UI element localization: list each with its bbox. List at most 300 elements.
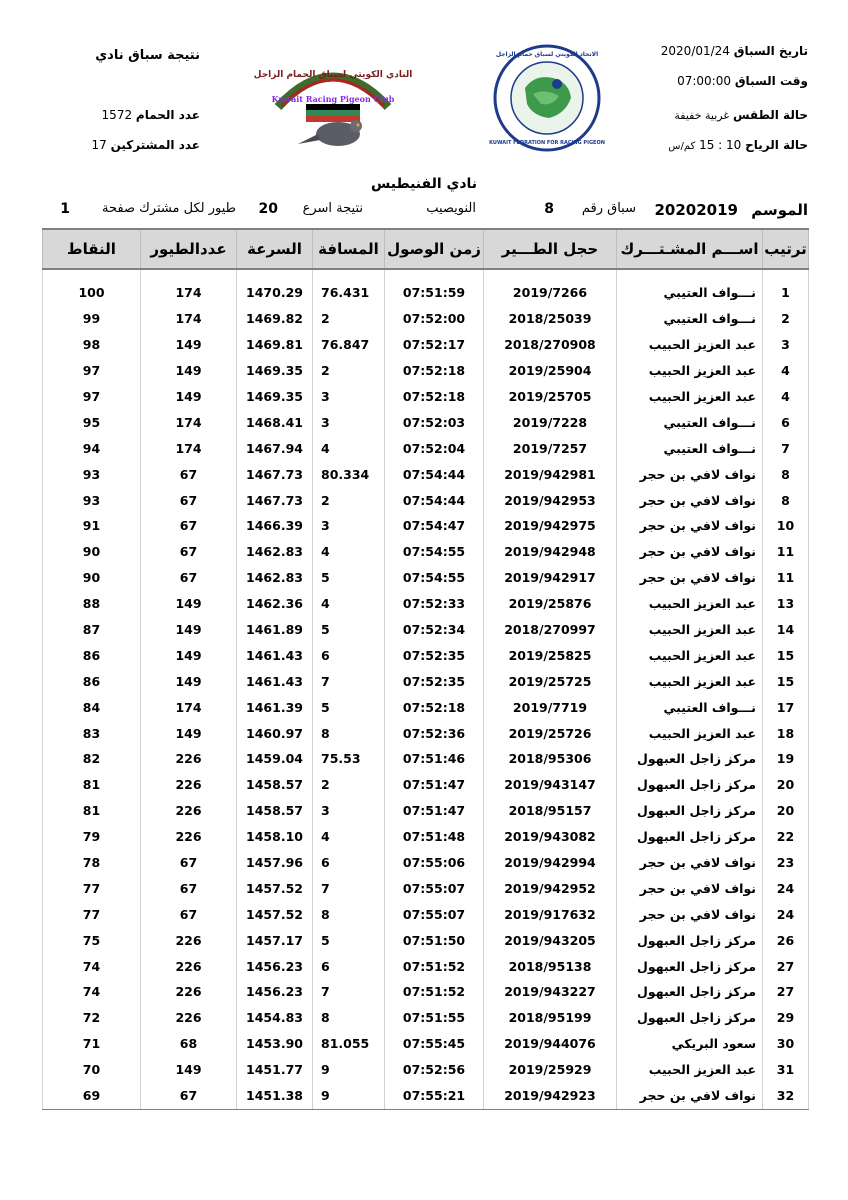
club-logo	[253, 52, 413, 157]
cell-arrival: 07:52:35	[385, 642, 484, 668]
cell-birds: 149	[141, 617, 237, 643]
cell-arrival: 07:55:07	[385, 901, 484, 927]
cell-points: 71	[43, 1031, 141, 1057]
cell-ring: 2019/25876	[484, 591, 617, 617]
cell-rank: 27	[763, 953, 809, 979]
cell-speed: 1467.94	[237, 435, 313, 461]
cell-arrival: 07:55:06	[385, 850, 484, 876]
cell-speed: 1469.82	[237, 306, 313, 332]
cell-distance: 6	[313, 642, 385, 668]
table-row	[43, 668, 809, 694]
cell-participant: نواف لافي بن حجر	[617, 1083, 763, 1109]
cell-points: 93	[43, 461, 141, 487]
cell-participant: نـــواف العتيبي	[617, 306, 763, 332]
cell-participant: مركز زاجل العبهول	[617, 746, 763, 772]
club-logo-english: Kuwait Racing Pigeon Club	[271, 94, 395, 104]
cell-participant: مركز زاجل العبهول	[617, 772, 763, 798]
cell-rank: 15	[763, 668, 809, 694]
cell-participant: نواف لافي بن حجر	[617, 875, 763, 901]
cell-ring: 2019/25825	[484, 642, 617, 668]
cell-arrival: 07:52:36	[385, 720, 484, 746]
cell-ring: 2019/25904	[484, 358, 617, 384]
cell-speed: 1451.38	[237, 1083, 313, 1109]
cell-participant: عبد العزيز الحبيب	[617, 617, 763, 643]
cell-birds: 67	[141, 850, 237, 876]
cell-arrival: 07:52:03	[385, 409, 484, 435]
cell-distance: 80.334	[313, 461, 385, 487]
cell-birds: 226	[141, 824, 237, 850]
cell-distance: 2	[313, 487, 385, 513]
race-time-label: وقت السباق	[734, 74, 808, 88]
table-row	[43, 409, 809, 435]
cell-ring: 2019/942948	[484, 539, 617, 565]
pigeons-label: عدد الحمام	[135, 108, 200, 122]
club-name: نادي الفنيطيس	[370, 176, 478, 192]
cell-arrival: 07:51:46	[385, 746, 484, 772]
cell-rank: 14	[763, 617, 809, 643]
cell-ring: 2019/25725	[484, 668, 617, 694]
table-row	[43, 824, 809, 850]
cell-ring: 2019/942953	[484, 487, 617, 513]
cell-participant: مركز زاجل العبهول	[617, 953, 763, 979]
cell-ring: 2019/943205	[484, 927, 617, 953]
cell-arrival: 07:52:18	[385, 384, 484, 410]
cell-arrival: 07:51:47	[385, 798, 484, 824]
table-row	[43, 384, 809, 410]
col-rank: ترتيب	[763, 229, 809, 269]
cell-rank: 22	[763, 824, 809, 850]
cell-arrival: 07:52:00	[385, 306, 484, 332]
table-row	[43, 617, 809, 643]
table-row	[43, 280, 809, 306]
cell-birds: 149	[141, 358, 237, 384]
cell-birds: 226	[141, 979, 237, 1005]
cell-speed: 1467.73	[237, 461, 313, 487]
cell-points: 70	[43, 1057, 141, 1083]
cell-speed: 1469.35	[237, 358, 313, 384]
cell-speed: 1466.39	[237, 513, 313, 539]
cell-points: 83	[43, 720, 141, 746]
cell-arrival: 07:52:18	[385, 694, 484, 720]
cell-birds: 226	[141, 798, 237, 824]
col-birds: عددالطيور	[141, 229, 237, 269]
cell-participant: نواف لافي بن حجر	[617, 901, 763, 927]
cell-ring: 2019/943082	[484, 824, 617, 850]
cell-ring: 2019/25726	[484, 720, 617, 746]
table-row	[43, 565, 809, 591]
cell-rank: 15	[763, 642, 809, 668]
wind-label: حالة الرياح	[745, 138, 808, 152]
cell-birds: 67	[141, 539, 237, 565]
cell-points: 72	[43, 1005, 141, 1031]
cell-points: 81	[43, 772, 141, 798]
table-row	[43, 720, 809, 746]
cell-points: 74	[43, 953, 141, 979]
cell-distance: 2	[313, 306, 385, 332]
table-row	[43, 694, 809, 720]
cell-points: 84	[43, 694, 141, 720]
cell-distance: 9	[313, 1083, 385, 1109]
cell-rank: 32	[763, 1083, 809, 1109]
cell-speed: 1454.83	[237, 1005, 313, 1031]
cell-participant: نواف لافي بن حجر	[617, 565, 763, 591]
cell-rank: 8	[763, 487, 809, 513]
cell-speed: 1456.23	[237, 979, 313, 1005]
table-row	[43, 1031, 809, 1057]
cell-rank: 20	[763, 798, 809, 824]
cell-distance: 4	[313, 539, 385, 565]
cell-speed: 1457.52	[237, 875, 313, 901]
cell-arrival: 07:51:52	[385, 979, 484, 1005]
seal-arabic-text: الاتحاد الكويتي لسباق حمام الزاجل	[495, 51, 599, 58]
table-row	[43, 306, 809, 332]
cell-points: 91	[43, 513, 141, 539]
cell-distance: 8	[313, 901, 385, 927]
cell-speed: 1460.97	[237, 720, 313, 746]
table-row	[43, 875, 809, 901]
cell-arrival: 07:52:56	[385, 1057, 484, 1083]
cell-speed: 1461.89	[237, 617, 313, 643]
cell-birds: 68	[141, 1031, 237, 1057]
cell-participant: مركز زاجل العبهول	[617, 927, 763, 953]
cell-participant: سعود البريكي	[617, 1031, 763, 1057]
cell-arrival: 07:55:21	[385, 1083, 484, 1109]
cell-rank: 3	[763, 332, 809, 358]
table-row	[43, 953, 809, 979]
table-row	[43, 1083, 809, 1109]
cell-points: 78	[43, 850, 141, 876]
cell-points: 77	[43, 901, 141, 927]
cell-birds: 149	[141, 642, 237, 668]
results-table	[42, 228, 809, 1110]
table-row	[43, 332, 809, 358]
cell-birds: 174	[141, 306, 237, 332]
cell-rank: 17	[763, 694, 809, 720]
cell-distance: 8	[313, 1005, 385, 1031]
cell-arrival: 07:51:52	[385, 953, 484, 979]
cell-birds: 67	[141, 461, 237, 487]
cell-distance: 4	[313, 824, 385, 850]
cell-participant: مركز زاجل العبهول	[617, 824, 763, 850]
cell-participant: عبد العزيز الحبيب	[617, 1057, 763, 1083]
cell-speed: 1461.43	[237, 642, 313, 668]
cell-points: 98	[43, 332, 141, 358]
cell-arrival: 07:51:50	[385, 927, 484, 953]
cell-arrival: 07:51:59	[385, 280, 484, 306]
cell-distance: 7	[313, 668, 385, 694]
cell-speed: 1468.41	[237, 409, 313, 435]
cell-arrival: 07:54:55	[385, 565, 484, 591]
cell-speed: 1461.43	[237, 668, 313, 694]
cell-participant: نواف لافي بن حجر	[617, 461, 763, 487]
cell-rank: 29	[763, 1005, 809, 1031]
cell-ring: 2018/95199	[484, 1005, 617, 1031]
cell-distance: 5	[313, 617, 385, 643]
federation-seal-logo	[489, 44, 605, 152]
cell-arrival: 07:51:47	[385, 772, 484, 798]
cell-rank: 26	[763, 927, 809, 953]
cell-ring: 2019/7719	[484, 694, 617, 720]
cell-participant: نـــواف العتيبي	[617, 409, 763, 435]
cell-birds: 149	[141, 384, 237, 410]
cell-arrival: 07:52:35	[385, 668, 484, 694]
race-date-label: تاريخ السباق	[733, 44, 808, 58]
race-number-value: 8	[544, 201, 554, 217]
cell-birds: 67	[141, 487, 237, 513]
table-header-row	[43, 229, 809, 269]
cell-distance: 3	[313, 409, 385, 435]
cell-speed: 1470.29	[237, 280, 313, 306]
cell-ring: 2018/95138	[484, 953, 617, 979]
cell-participant: نواف لافي بن حجر	[617, 539, 763, 565]
cell-ring: 2018/95157	[484, 798, 617, 824]
season-value: 20202019	[654, 201, 738, 219]
table-row	[43, 1057, 809, 1083]
cell-rank: 19	[763, 746, 809, 772]
cell-birds: 226	[141, 746, 237, 772]
table-row	[43, 850, 809, 876]
page-number: 1	[60, 201, 70, 217]
seal-english-text: KUWAIT FEDRATION FOR RACING PIGEON	[489, 140, 605, 146]
cell-points: 97	[43, 384, 141, 410]
cell-birds: 174	[141, 694, 237, 720]
cell-participant: عبد العزيز الحبيب	[617, 332, 763, 358]
cell-speed: 1457.17	[237, 927, 313, 953]
cell-participant: مركز زاجل العبهول	[617, 979, 763, 1005]
col-points: النقاط	[43, 229, 141, 269]
cell-participant: عبد العزيز الحبيب	[617, 384, 763, 410]
cell-arrival: 07:52:18	[385, 358, 484, 384]
cell-distance: 3	[313, 513, 385, 539]
cell-points: 88	[43, 591, 141, 617]
cell-distance: 5	[313, 694, 385, 720]
cell-participant: عبد العزيز الحبيب	[617, 668, 763, 694]
cell-ring: 2018/25039	[484, 306, 617, 332]
cell-birds: 149	[141, 720, 237, 746]
cell-participant: مركز زاجل العبهول	[617, 1005, 763, 1031]
cell-rank: 11	[763, 565, 809, 591]
cell-speed: 1457.96	[237, 850, 313, 876]
cell-distance: 9	[313, 1057, 385, 1083]
cell-ring: 2019/25929	[484, 1057, 617, 1083]
cell-arrival: 07:51:48	[385, 824, 484, 850]
race-info-line	[42, 201, 808, 225]
table-row	[43, 358, 809, 384]
cell-distance: 7	[313, 875, 385, 901]
cell-birds: 67	[141, 1083, 237, 1109]
cell-speed: 1469.35	[237, 384, 313, 410]
cell-speed: 1461.39	[237, 694, 313, 720]
cell-speed: 1469.81	[237, 332, 313, 358]
cell-birds: 226	[141, 1005, 237, 1031]
race-location: النويصيب	[426, 201, 476, 216]
cell-participant: نواف لافي بن حجر	[617, 513, 763, 539]
cell-rank: 11	[763, 539, 809, 565]
cell-rank: 10	[763, 513, 809, 539]
cell-distance: 4	[313, 591, 385, 617]
per-participant-label: طيور لكل مشترك صفحة	[102, 201, 236, 216]
cell-distance: 76.847	[313, 332, 385, 358]
cell-points: 81	[43, 798, 141, 824]
table-row	[43, 979, 809, 1005]
cell-participant: عبد العزيز الحبيب	[617, 591, 763, 617]
table-row	[43, 798, 809, 824]
cell-ring: 2019/942994	[484, 850, 617, 876]
cell-participant: مركز زاجل العبهول	[617, 798, 763, 824]
cell-arrival: 07:55:07	[385, 875, 484, 901]
cell-points: 86	[43, 668, 141, 694]
cell-participant: نـــواف العتيبي	[617, 694, 763, 720]
cell-distance: 7	[313, 979, 385, 1005]
cell-participant: نواف لافي بن حجر	[617, 850, 763, 876]
cell-rank: 23	[763, 850, 809, 876]
cell-arrival: 07:54:44	[385, 487, 484, 513]
participants-count	[60, 138, 200, 152]
cell-ring: 2019/944076	[484, 1031, 617, 1057]
wind	[668, 138, 808, 152]
cell-points: 90	[43, 565, 141, 591]
cell-ring: 2019/917632	[484, 901, 617, 927]
cell-points: 95	[43, 409, 141, 435]
table-row	[43, 746, 809, 772]
cell-ring: 2018/95306	[484, 746, 617, 772]
cell-arrival: 07:52:33	[385, 591, 484, 617]
cell-ring: 2019/943227	[484, 979, 617, 1005]
wind-unit: كم/س	[668, 141, 696, 152]
cell-arrival: 07:54:55	[385, 539, 484, 565]
table-row	[43, 642, 809, 668]
cell-rank: 4	[763, 384, 809, 410]
pigeons-value: 1572	[101, 108, 133, 122]
cell-points: 86	[43, 642, 141, 668]
cell-speed: 1451.77	[237, 1057, 313, 1083]
cell-ring: 2019/942917	[484, 565, 617, 591]
cell-points: 99	[43, 306, 141, 332]
cell-points: 94	[43, 435, 141, 461]
season-label: الموسم	[751, 201, 808, 219]
cell-participant: عبد العزيز الحبيب	[617, 358, 763, 384]
cell-distance: 81.055	[313, 1031, 385, 1057]
cell-speed: 1459.04	[237, 746, 313, 772]
cell-distance: 75.53	[313, 746, 385, 772]
cell-points: 79	[43, 824, 141, 850]
cell-ring: 2019/943147	[484, 772, 617, 798]
cell-ring: 2018/270997	[484, 617, 617, 643]
weather-value: غربية خفيفة	[674, 109, 730, 122]
race-date	[661, 44, 808, 58]
cell-distance: 4	[313, 435, 385, 461]
table-row	[43, 927, 809, 953]
cell-birds: 174	[141, 409, 237, 435]
cell-rank: 6	[763, 409, 809, 435]
participants-value: 17	[91, 138, 107, 152]
cell-ring: 2019/942975	[484, 513, 617, 539]
cell-distance: 5	[313, 565, 385, 591]
cell-speed: 1457.52	[237, 901, 313, 927]
cell-arrival: 07:52:34	[385, 617, 484, 643]
cell-rank: 2	[763, 306, 809, 332]
report-title: نتيجة سباق نادي	[95, 48, 200, 63]
table-row	[43, 1005, 809, 1031]
cell-birds: 67	[141, 513, 237, 539]
cell-rank: 27	[763, 979, 809, 1005]
cell-distance: 3	[313, 798, 385, 824]
wind-value: 10 : 15	[699, 138, 742, 152]
cell-speed: 1458.57	[237, 772, 313, 798]
col-arrival: زمن الوصول	[385, 229, 484, 269]
cell-points: 93	[43, 487, 141, 513]
cell-ring: 2019/7266	[484, 280, 617, 306]
table-row	[43, 901, 809, 927]
cell-ring: 2019/942981	[484, 461, 617, 487]
cell-rank: 30	[763, 1031, 809, 1057]
cell-participant: عبد العزيز الحبيب	[617, 720, 763, 746]
cell-birds: 149	[141, 668, 237, 694]
table-row	[43, 591, 809, 617]
cell-birds: 226	[141, 953, 237, 979]
cell-speed: 1458.10	[237, 824, 313, 850]
cell-points: 90	[43, 539, 141, 565]
cell-speed: 1453.90	[237, 1031, 313, 1057]
race-time	[677, 74, 808, 88]
cell-rank: 24	[763, 901, 809, 927]
cell-rank: 20	[763, 772, 809, 798]
col-participant: اســـم المشـتـــرك	[617, 229, 763, 269]
cell-participant: عبد العزيز الحبيب	[617, 642, 763, 668]
cell-rank: 13	[763, 591, 809, 617]
cell-ring: 2019/942952	[484, 875, 617, 901]
cell-points: 74	[43, 979, 141, 1005]
result-label: نتيجة اسرع	[302, 201, 363, 216]
table-row	[43, 772, 809, 798]
cell-birds: 67	[141, 875, 237, 901]
cell-ring: 2019/7257	[484, 435, 617, 461]
participants-label: عدد المشتركين	[110, 138, 200, 152]
cell-distance: 6	[313, 953, 385, 979]
cell-birds: 67	[141, 565, 237, 591]
cell-distance: 2	[313, 358, 385, 384]
cell-distance: 3	[313, 384, 385, 410]
cell-points: 87	[43, 617, 141, 643]
race-date-value: 2020/01/24	[660, 44, 730, 58]
race-number-label: سباق رقم	[581, 201, 636, 216]
club-logo-arabic: النادي الكويتي لسباق الحمام الزاجل	[253, 70, 413, 80]
cell-arrival: 07:54:47	[385, 513, 484, 539]
cell-speed: 1462.36	[237, 591, 313, 617]
cell-arrival: 07:55:45	[385, 1031, 484, 1057]
cell-birds: 226	[141, 772, 237, 798]
cell-birds: 149	[141, 1057, 237, 1083]
cell-participant: نـــواف العتيبي	[617, 280, 763, 306]
cell-speed: 1462.83	[237, 565, 313, 591]
col-speed: السرعة	[237, 229, 313, 269]
table-row	[43, 435, 809, 461]
cell-ring: 2019/25705	[484, 384, 617, 410]
cell-participant: نـــواف العتيبي	[617, 435, 763, 461]
cell-distance: 8	[313, 720, 385, 746]
table-row	[43, 487, 809, 513]
cell-participant: نواف لافي بن حجر	[617, 487, 763, 513]
cell-distance: 2	[313, 772, 385, 798]
cell-points: 69	[43, 1083, 141, 1109]
col-distance: المسافة	[313, 229, 385, 269]
cell-birds: 174	[141, 435, 237, 461]
cell-birds: 67	[141, 901, 237, 927]
cell-points: 77	[43, 875, 141, 901]
cell-birds: 226	[141, 927, 237, 953]
cell-rank: 8	[763, 461, 809, 487]
weather-label: حالة الطقس	[732, 108, 808, 122]
